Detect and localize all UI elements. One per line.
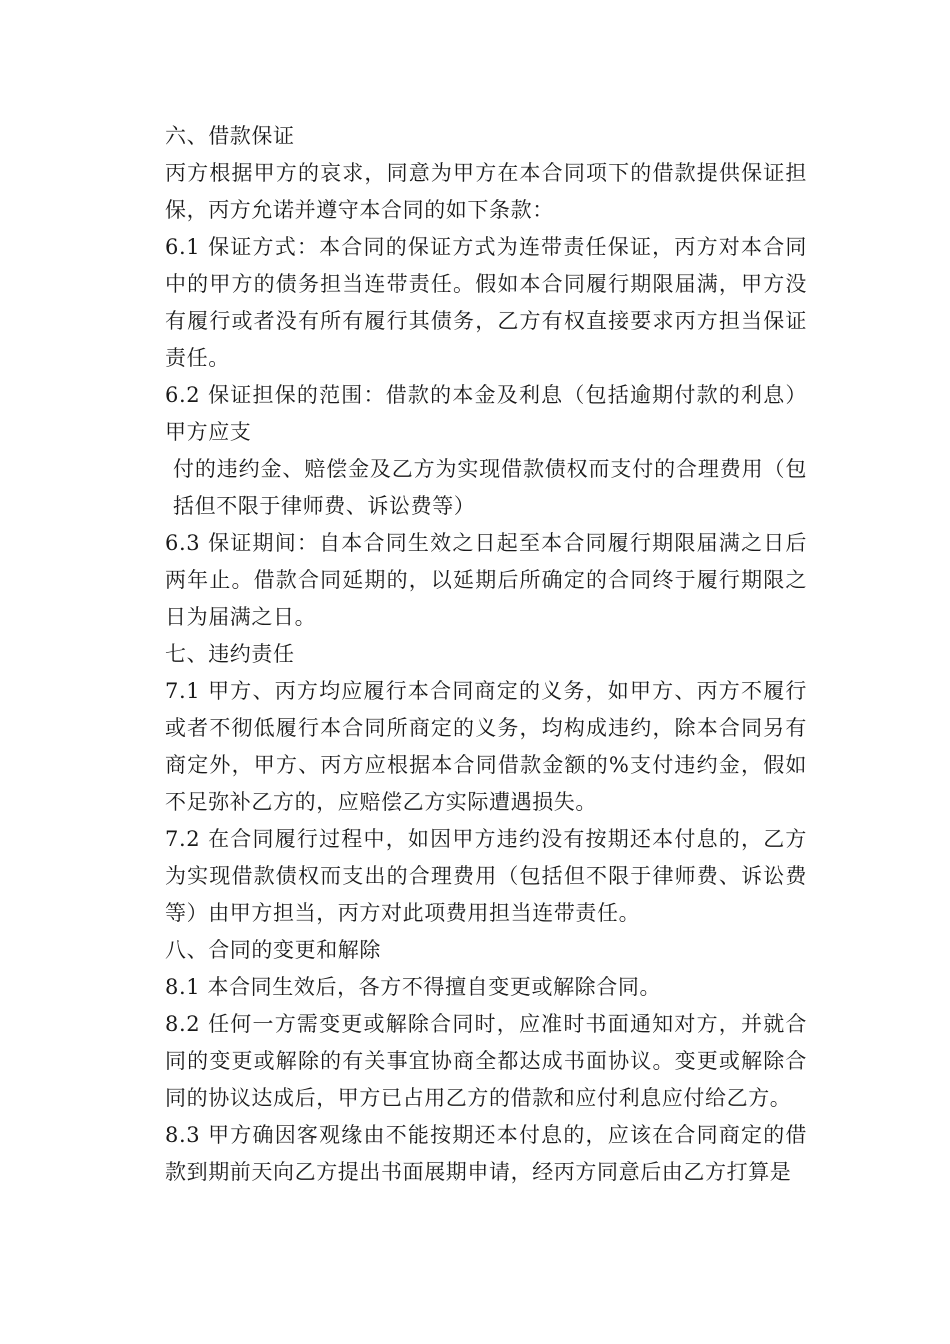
document-body xyxy=(145,118,807,1191)
paragraph-7-1: 7.1 甲方、丙方均应履行本合同商定的义务，如甲方、丙方不履行或者不彻低履行本合同所商定的义务，均构成违约，除本合同另有商定外，甲方、丙方应根据本合同借款金额的%支付违约金，假如不足弥补乙方的，应赔偿乙方实际遭遇损失。 xyxy=(165,679,807,814)
paragraph-8-1: 8.1 本合同生效后，各方不得擅自变更或解除合同。 xyxy=(165,975,662,999)
section-heading-8: 八、合同的变更和解除 xyxy=(165,938,381,962)
section-heading-7: 七、违约责任 xyxy=(165,642,295,666)
paragraph-6-1: 6.1 保证方式：本合同的保证方式为连带责任保证，丙方对本合同中的甲方的债务担当连带责任。假如本合同履行期限届满，甲方没有履行或者没有所有履行其债务，乙方有权直接要求丙方担当保证责任。 xyxy=(165,235,807,370)
paragraph-6-intro: 丙方根据甲方的哀求，同意为甲方在本合同项下的借款提供保证担保，丙方允诺并遵守本合同的如下条款： xyxy=(165,161,807,222)
section-heading-6: 六、借款保证 xyxy=(165,124,295,148)
paragraph-8-3: 8.3 甲方确因客观缘由不能按期还本付息的，应该在合同商定的借款到期前天向乙方提出书面展期申请，经丙方同意后由乙方打算是 xyxy=(165,1123,807,1184)
paragraph-8-2: 8.2 任何一方需变更或解除合同时，应准时书面通知对方，并就合同的变更或解除的有关事宜协商全都达成书面协议。变更或解除合同的协议达成后，甲方已占用乙方的借款和应付利息应付给乙方。 xyxy=(165,1012,807,1110)
paragraph-7-2: 7.2 在合同履行过程中，如因甲方违约没有按期还本付息的，乙方为实现借款债权而支出的合理费用（包括但不限于律师费、诉讼费等）由甲方担当，丙方对此项费用担当连带责任。 xyxy=(165,827,807,925)
paragraph-6-2-continued: 付的违约金、赔偿金及乙方为实现借款债权而支付的合理费用（包括但不限于律师费、诉讼费等） xyxy=(173,457,807,518)
paragraph-6-3: 6.3 保证期间：自本合同生效之日起至本合同履行期限届满之日后两年止。借款合同延期的，以延期后所确定的合同终于履行期限之日为届满之日。 xyxy=(165,531,807,629)
paragraph-6-2: 6.2 保证担保的范围：借款的本金及利息（包括逾期付款的利息）甲方应支 xyxy=(165,383,807,444)
